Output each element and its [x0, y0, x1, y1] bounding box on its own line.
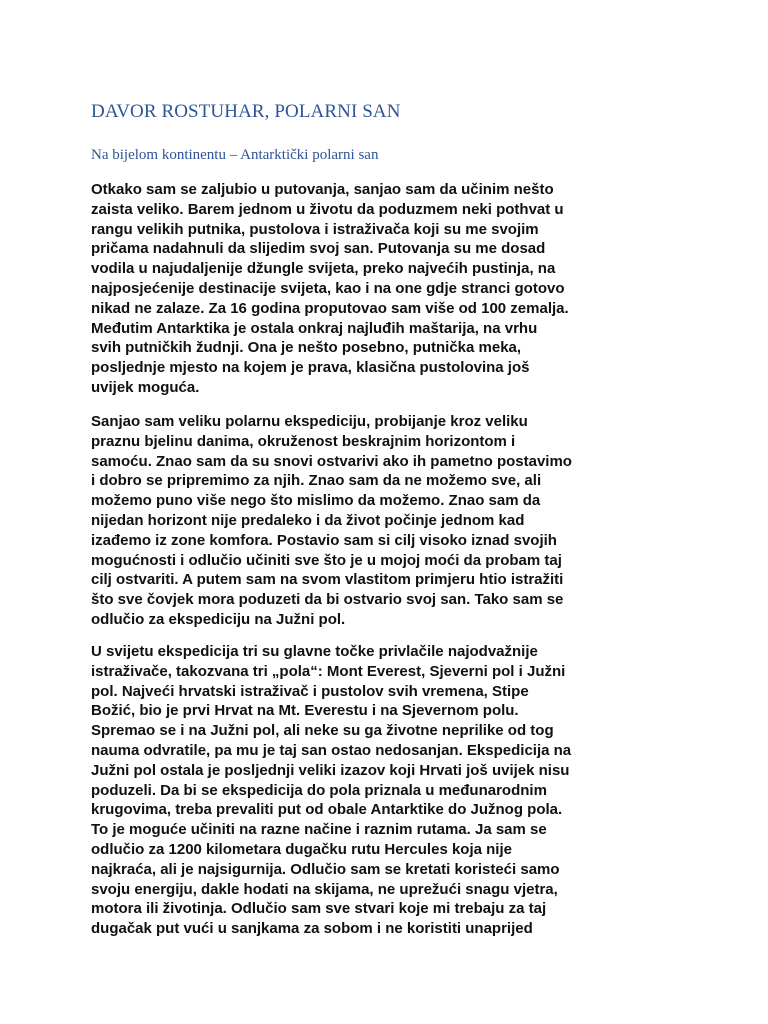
paragraph-line: dugačak put vući u sanjkama za sobom i ne koristiti unaprijed — [91, 920, 533, 938]
paragraph-line: krugovima, treba prevaliti put od obale Antarktike do Južnog pola. — [91, 801, 563, 819]
paragraph-line: cilj ostvariti. A putem sam na svom vlastitom primjeru htio istražiti — [91, 571, 564, 589]
paragraph-line: odlučio za 1200 kilometara dugačku rutu Hercules koja nije — [91, 840, 512, 858]
paragraph-line: Otkako sam se zaljubio u putovanja, sanjao sam da učinim nešto — [91, 181, 554, 198]
paragraph-line: zaista veliko. Barem jednom u životu da poduzmem neki pothvat u — [91, 200, 564, 218]
paragraph-line: nauma odvratile, pa mu je taj san ostao nedosanjan. Ekspedicija na — [91, 741, 572, 759]
paragraph-line: svih putničkih žudnji. Ona je nešto posebno, putnička meka, — [91, 339, 522, 357]
paragraph-line: poduzeli. Da bi se ekspedicija do pola priznala u međunarodnim — [91, 781, 547, 799]
paragraph-line: praznu bjelinu danima, okruženost beskrajnim horizontom i — [91, 432, 516, 450]
paragraph-line: U svijetu ekspedicija tri su glavne točke privlačile najodvažnije — [91, 643, 538, 660]
paragraph-line: Sanjao sam veliku polarnu ekspediciju, probijanje kroz veliku — [91, 413, 528, 430]
paragraph-line: nikad ne zalaze. Za 16 godina proputovao sam više od 100 zemalja. — [91, 299, 569, 317]
paragraph-line: Međutim Antarktika je ostala onkraj najluđih maštarija, na vrhu — [91, 319, 538, 337]
paragraph-line: pol. Najveći hrvatski istraživač i pustolov svih vremena, Stipe — [91, 682, 529, 700]
paragraph-1 — [91, 180, 691, 398]
paragraph-line: i dobro se pripremimo za njih. Znao sam da ne možemo sve, ali — [91, 472, 542, 490]
paragraph-line: Spremao se i na Južni pol, ali neke su ga životne neprilike od tog — [91, 722, 554, 740]
paragraph-line: Božić, bio je prvi Hrvat na Mt. Everestu i na Sjevernom polu. — [91, 702, 519, 720]
paragraph-line: samoću. Znao sam da su snovi ostvarivi ako ih pametno postavimo — [91, 452, 572, 470]
paragraph-3 — [91, 642, 691, 939]
paragraph-line: uvijek moguća. — [91, 378, 200, 396]
paragraph-line: posljednje mjesto na kojem je prava, klasična pustolovina još — [91, 359, 530, 377]
paragraph-line: To je moguće učiniti na razne načine i raznim rutama. Ja sam se — [91, 821, 547, 839]
paragraph-line: Južni pol ostala je posljednji veliki izazov koji Hrvati još uvijek nisu — [91, 761, 570, 779]
paragraph-line: nijedan horizont nije predaleko i da život počinje jednom kad — [91, 511, 525, 529]
paragraph-line: vodila u najudaljenije džungle svijeta, preko najvećih pustinja, na — [91, 260, 556, 278]
paragraph-line: svoju energiju, dakle hodati na skijama, ne uprežući snagu vjetra, — [91, 880, 558, 898]
document-subtitle: Na bijelom kontinentu – Antarktički polarni san — [91, 147, 379, 163]
document-title: DAVOR ROSTUHAR, POLARNI SAN — [91, 101, 401, 122]
paragraph-line: odlučio za ekspediciju na Južni pol. — [91, 610, 346, 628]
paragraph-line: mogućnosti i odlučio učiniti sve što je u mojoj moći da probam taj — [91, 551, 562, 569]
paragraph-line: izađemo iz zone komfora. Postavio sam si cilj visoko iznad svojih — [91, 531, 557, 549]
paragraph-line: možemo puno više nego što mislimo da možemo. Znao sam da — [91, 492, 541, 510]
paragraph-line: što sve čovjek mora poduzeti da bi ostvario svoj san. Tako sam se — [91, 591, 564, 609]
paragraph-line: istraživače, takozvana tri „pola“: Mont Everest, Sjeverni pol i Južni — [91, 662, 566, 680]
paragraph-line: najkraća, ali je najsigurnija. Odlučio sam se kretati koristeći samo — [91, 860, 560, 878]
paragraph-line: najposjećenije destinacije svijeta, kao i na one gdje stranci gotovo — [91, 279, 565, 297]
paragraph-2 — [91, 412, 691, 630]
paragraph-line: pričama nadahnuli da slijedim svoj san. Putovanja su me dosad — [91, 240, 546, 258]
paragraph-line: rangu velikih putnika, pustolova i istraživača koji su me svojim — [91, 220, 539, 238]
paragraph-line: motora ili životinja. Odlučio sam sve stvari koje mi trebaju za taj — [91, 900, 547, 918]
